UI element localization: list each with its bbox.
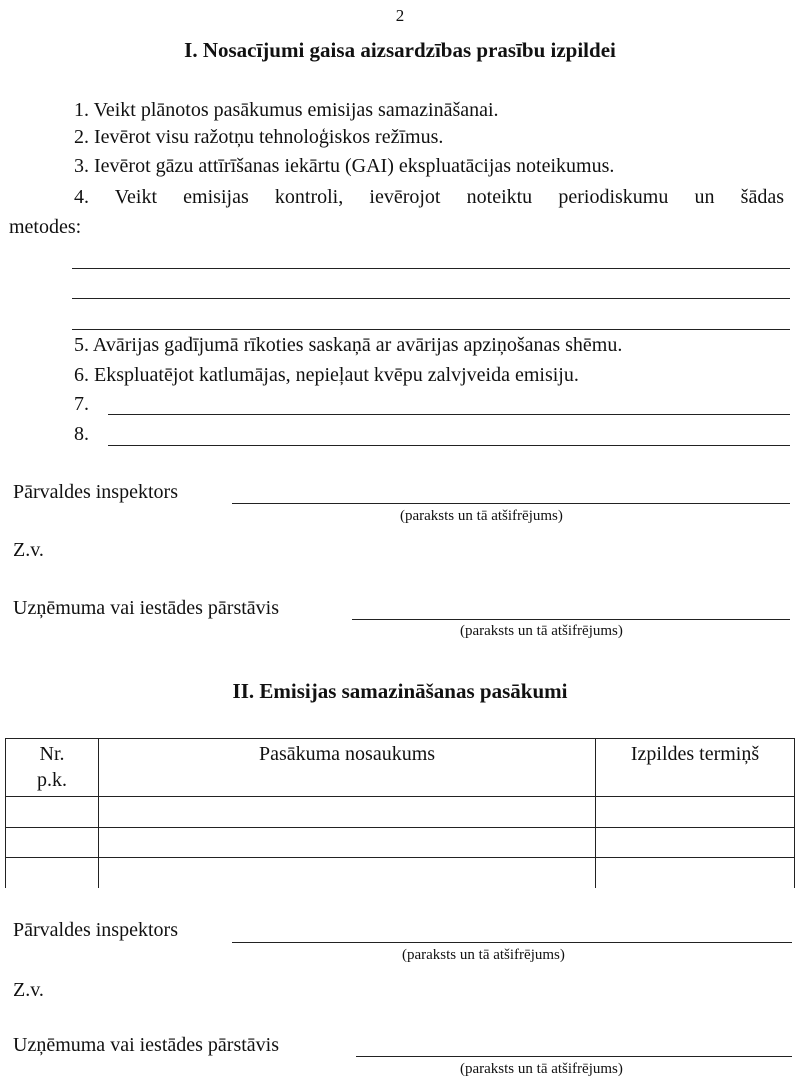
representative-signature-caption-2: (paraksts un tā atšifrējums) <box>460 1061 623 1077</box>
table-header-row <box>6 739 795 797</box>
header-nr <box>6 739 99 797</box>
representative-signature-caption: (paraksts un tā atšifrējums) <box>460 623 623 639</box>
inspector-label-2: Pārvaldes inspektors <box>13 919 178 941</box>
inspector-label: Pārvaldes inspektors <box>13 481 178 503</box>
section-1-title: I. Nosacījumi gaisa aizsardzības prasību izpildei <box>184 38 616 62</box>
representative-signature-line-2[interactable] <box>356 1056 792 1057</box>
table-cell-measure[interactable] <box>99 797 596 828</box>
table-cell-nr[interactable] <box>6 797 99 828</box>
condition-item-6: 6. Ekspluatējot katlumājas, nepieļaut kvēpu zalvjveida emisiju. <box>74 364 579 386</box>
table-cell-deadline[interactable] <box>596 828 795 858</box>
condition-item-5: 5. Avārijas gadījumā rīkoties saskaņā ar avārijas apziņošanas shēmu. <box>74 334 623 356</box>
table-cell-deadline[interactable] <box>596 858 795 888</box>
condition-item-8-blank-line[interactable] <box>108 445 790 446</box>
table-cell-nr[interactable] <box>6 828 99 858</box>
table-cell-measure[interactable] <box>99 858 596 888</box>
inspector-signature-caption: (paraksts un tā atšifrējums) <box>400 508 563 524</box>
measures-table <box>5 738 795 888</box>
table-cell-nr[interactable] <box>6 858 99 888</box>
representative-label-2: Uzņēmuma vai iestādes pārstāvis <box>13 1034 280 1056</box>
condition-item-7-number: 7. <box>74 393 89 415</box>
header-nr-line1: Nr. <box>39 743 65 765</box>
table-cell-measure[interactable] <box>99 828 596 858</box>
seal-label-2: Z.v. <box>13 979 44 1001</box>
representative-label: Uzņēmuma vai iestādes pārstāvis <box>13 597 280 619</box>
methods-blank-line-3[interactable] <box>72 329 790 330</box>
inspector-signature-line-2[interactable] <box>232 942 792 943</box>
condition-item-8-number: 8. <box>74 423 89 445</box>
condition-item-4-continuation: metodes: <box>9 216 82 238</box>
methods-blank-line-1[interactable] <box>72 268 790 269</box>
table-row <box>6 797 795 828</box>
condition-item-4: 4. Veikt emisijas kontroli, ievērojot noteiktu periodiskumu un šādas <box>74 186 784 208</box>
seal-label: Z.v. <box>13 539 44 561</box>
condition-item-3: 3. Ievērot gāzu attīrīšanas iekārtu (GAI) ekspluatācijas noteikumus. <box>74 155 615 177</box>
table-row <box>6 828 795 858</box>
page-number: 2 <box>395 6 405 25</box>
table-cell-deadline[interactable] <box>596 797 795 828</box>
methods-blank-line-2[interactable] <box>72 298 790 299</box>
header-measure-name: Pasākuma nosaukums <box>99 739 596 797</box>
condition-item-2: 2. Ievērot visu ražotņu tehnoloģiskos režīmus. <box>74 126 444 148</box>
section-2-title: II. Emisijas samazināšanas pasākumi <box>232 679 568 703</box>
header-deadline: Izpildes termiņš <box>596 739 795 797</box>
table-row <box>6 858 795 888</box>
inspector-signature-line[interactable] <box>232 503 790 504</box>
condition-item-7-blank-line[interactable] <box>108 414 790 415</box>
inspector-signature-caption-2: (paraksts un tā atšifrējums) <box>402 947 565 963</box>
header-nr-line2: p.k. <box>37 769 67 791</box>
condition-item-1: 1. Veikt plānotos pasākumus emisijas samazināšanai. <box>74 99 499 121</box>
representative-signature-line[interactable] <box>352 619 790 620</box>
